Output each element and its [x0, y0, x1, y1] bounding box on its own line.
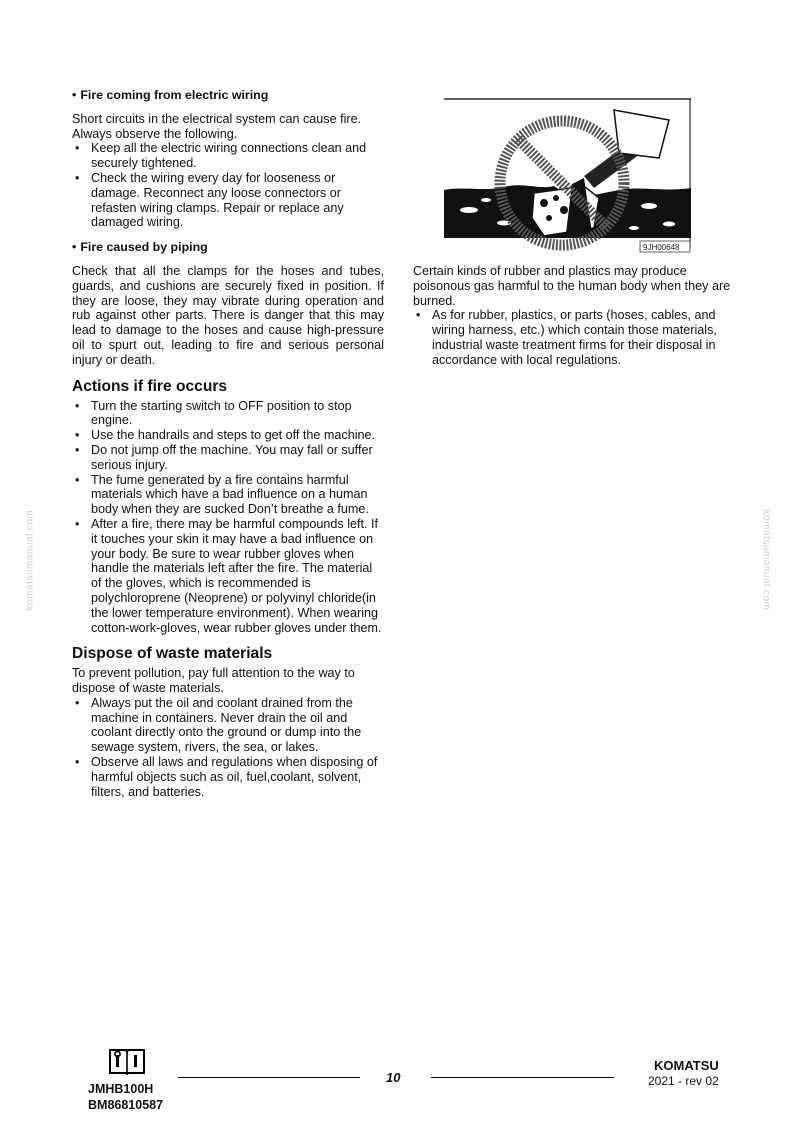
list-item: • Observe all laws and regulations when disposing of harmful objects such as oil, fuel,coolant, solvent, filters, and batteries.	[72, 755, 384, 799]
piping-subheading: • Fire caused by piping	[72, 240, 208, 255]
list-item: • Keep all the electric wiring connections clean and securely tightened.	[72, 141, 384, 171]
piping-text: Check that all the clamps for the hoses and tubes, guards, and cushions are securely fixed in position. If they are loose, they may vibrate during operation and rub against other parts. There is danger that this may lead to damage to the hoses and cause high-pressure oil to spurt out, leading to fire and serious personal injury or death.	[72, 263, 384, 367]
fire-section-title: Actions if fire occurs	[72, 377, 228, 395]
wiring-intro: Short circuits in the electrical system can cause fire. Always observe the following.	[72, 111, 362, 141]
list-item: • After a fire, there may be harmful compounds left. If it touches your skin it may have a bad influence on your body. Be sure to wear rubber gloves when handle the materials left after the fire. The material of the gloves, which is recommended is polychloroprene (Neoprene) or polyvinyl chloride(in the lower temperature environment). When wearing cotton-work-gloves, wear rubber gloves under them.	[72, 517, 384, 635]
rubber-list	[413, 308, 735, 367]
list-item: • Use the handrails and steps to get off the machine.	[72, 428, 384, 443]
footer-rule-right	[431, 1077, 614, 1078]
waste-list	[72, 696, 384, 800]
list-item: • Check the wiring every day for looseness or damage. Reconnect any loose connectors or refasten wiring clamps. Repair or replace any damaged wiring.	[72, 171, 384, 230]
revision-info: 2021 - rev 02	[648, 1074, 719, 1088]
rubber-text: Certain kinds of rubber and plastics may produce poisonous gas harmful to the human body when they are burned.	[413, 264, 731, 308]
fire-list	[72, 399, 384, 636]
no-burning-illustration	[444, 98, 691, 254]
figure-code: 9JH00648	[643, 243, 680, 252]
wiring-list	[72, 141, 384, 230]
waste-section-title: Dispose of waste materials	[72, 645, 273, 663]
waste-intro: To prevent pollution, pay full attention to the way to dispose of waste materials.	[72, 666, 355, 696]
footer-rule-left	[178, 1077, 360, 1078]
doc-code-1: JMHB100H	[88, 1082, 154, 1096]
watermark-right: komatsumanual.com	[760, 509, 772, 611]
wiring-subheading: • Fire coming from electric wiring	[72, 88, 269, 102]
list-item: • The fume generated by a fire contains harmful materials which have a bad influence on a human body when they are sucked Don’t breathe a fume.	[72, 473, 384, 517]
watermark-left: komatsumanual.com	[24, 509, 36, 611]
page-number: 10	[386, 1070, 401, 1085]
list-item: • As for rubber, plastics, or parts (hoses, cables, and wiring harness, etc.) which contain those materials, industrial waste treatment firms for their disposal in accordance with local regulations.	[413, 308, 735, 367]
right-column	[413, 264, 735, 368]
doc-code-2: BM86810587	[88, 1098, 164, 1112]
document-codes	[88, 1081, 163, 1113]
list-item: • Turn the starting switch to OFF position to stop engine.	[72, 399, 384, 429]
list-item: • Always put the oil and coolant drained from the machine in containers. Never drain the oil and coolant directly onto the ground or dump into the sewage system, rivers, the sea, or lakes.	[72, 696, 384, 755]
list-item: • Do not jump off the machine. You may fall or suffer serious injury.	[72, 443, 384, 473]
left-column	[72, 88, 384, 799]
manual-book-icon	[108, 1047, 146, 1075]
brand-name: KOMATSU	[654, 1058, 719, 1073]
